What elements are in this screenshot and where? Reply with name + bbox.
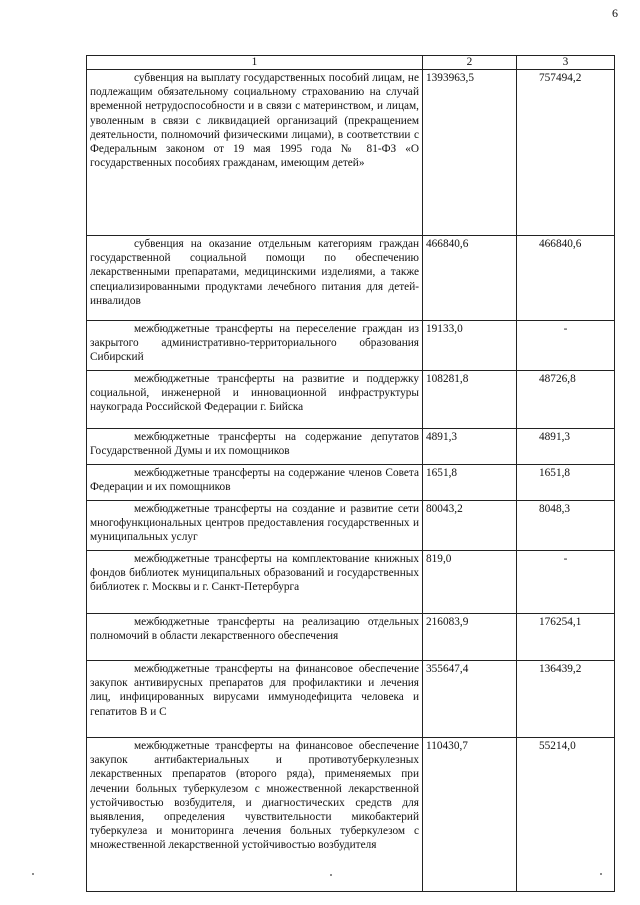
row-value-col3: 136439,2 [517, 661, 615, 738]
page-number: 6 [612, 6, 618, 20]
budget-table [86, 55, 615, 892]
table-row [87, 429, 615, 465]
column-header-3: 3 [517, 56, 615, 70]
table-row [87, 465, 615, 501]
row-value-col2: 819,0 [423, 551, 517, 614]
row-description: межбюджетные трансферты на финансовое обеспечение закупок антивирусных препаратов для профилактики и лечения лиц, инфицированных вирусами иммунодефицита человека и гепатитов В и С [87, 661, 423, 738]
scan-speck [330, 874, 332, 876]
row-value-col2: 1393963,5 [423, 70, 517, 236]
row-value-col3: 757494,2 [517, 70, 615, 236]
row-value-col2: 108281,8 [423, 371, 517, 429]
table-row [87, 614, 615, 661]
row-value-col2: 4891,3 [423, 429, 517, 465]
row-description: межбюджетные трансферты на развитие и поддержку социальной, инженерной и инновационной инфраструктуры наукограда Российской Федерации г. Бийска [87, 371, 423, 429]
row-description: межбюджетные трансферты на комплектование книжных фондов библиотек муниципальных образований и государственных библиотек г. Москвы и г. Санкт-Петербурга [87, 551, 423, 614]
row-value-col2: 466840,6 [423, 236, 517, 321]
table-row [87, 236, 615, 321]
row-description: межбюджетные трансферты на создание и развитие сети многофункциональных центров предоставления государственных и муниципальных услуг [87, 501, 423, 551]
row-value-col2: 216083,9 [423, 614, 517, 661]
table-row [87, 551, 615, 614]
row-description: межбюджетные трансферты на финансовое обеспечение закупок антибактериальных и противотуберкулезных лекарственных препаратов (второго ряда), применяемых при лечении больных туберкулезом с множественной лекарственной устойчивостью возбудителя, и диагностических средств для выявления, определения чувствительности микобактерий туберкулеза и мониторинга лечения больных туберкулезом с множественной лекарственной устойчивостью возбудителя [87, 738, 423, 892]
row-value-col2: 1651,8 [423, 465, 517, 501]
column-header-2: 2 [423, 56, 517, 70]
row-description: межбюджетные трансферты на содержание депутатов Государственной Думы и их помощников [87, 429, 423, 465]
row-value-col2: 19133,0 [423, 321, 517, 371]
row-value-col2: 110430,7 [423, 738, 517, 892]
row-description: субвенция на выплату государственных пособий лицам, не подлежащим обязательному социальному страхованию на случай временной нетрудоспособности и в связи с материнством, и лицам, уволенным в связи с ликвидацией организаций (прекращением деятельности, полномочий физическими лицами), в соответствии с Федеральным законом от 19 мая 1995 года № 81-ФЗ «О государственных пособиях гражданам, имеющим детей» [87, 70, 423, 236]
row-value-col2: 80043,2 [423, 501, 517, 551]
row-value-col3: 466840,6 [517, 236, 615, 321]
table-row [87, 371, 615, 429]
row-value-col3: 4891,3 [517, 429, 615, 465]
table-row [87, 321, 615, 371]
table-row [87, 738, 615, 892]
table-row [87, 501, 615, 551]
row-value-col3: 48726,8 [517, 371, 615, 429]
row-value-col3: 55214,0 [517, 738, 615, 892]
row-value-col3: 1651,8 [517, 465, 615, 501]
table-row [87, 70, 615, 236]
row-value-col3: 176254,1 [517, 614, 615, 661]
row-value-col3: - [517, 551, 615, 614]
scan-speck [600, 873, 602, 875]
scan-speck [32, 873, 34, 875]
row-value-col3: - [517, 321, 615, 371]
column-header-1: 1 [87, 56, 423, 70]
row-description: субвенция на оказание отдельным категориям граждан государственной социальной помощи по обеспечению лекарственными препаратами, медицинскими изделиями, а также специализированными продуктами лечебного питания для детей-инвалидов [87, 236, 423, 321]
row-value-col2: 355647,4 [423, 661, 517, 738]
row-description: межбюджетные трансферты на содержание членов Совета Федерации и их помощников [87, 465, 423, 501]
row-description: межбюджетные трансферты на реализацию отдельных полномочий в области лекарственного обеспечения [87, 614, 423, 661]
table-row [87, 661, 615, 738]
row-value-col3: 8048,3 [517, 501, 615, 551]
scan-specks [30, 873, 610, 877]
row-description: межбюджетные трансферты на переселение граждан из закрытого административно-территориального образования Сибирский [87, 321, 423, 371]
table-header-row [87, 56, 615, 70]
